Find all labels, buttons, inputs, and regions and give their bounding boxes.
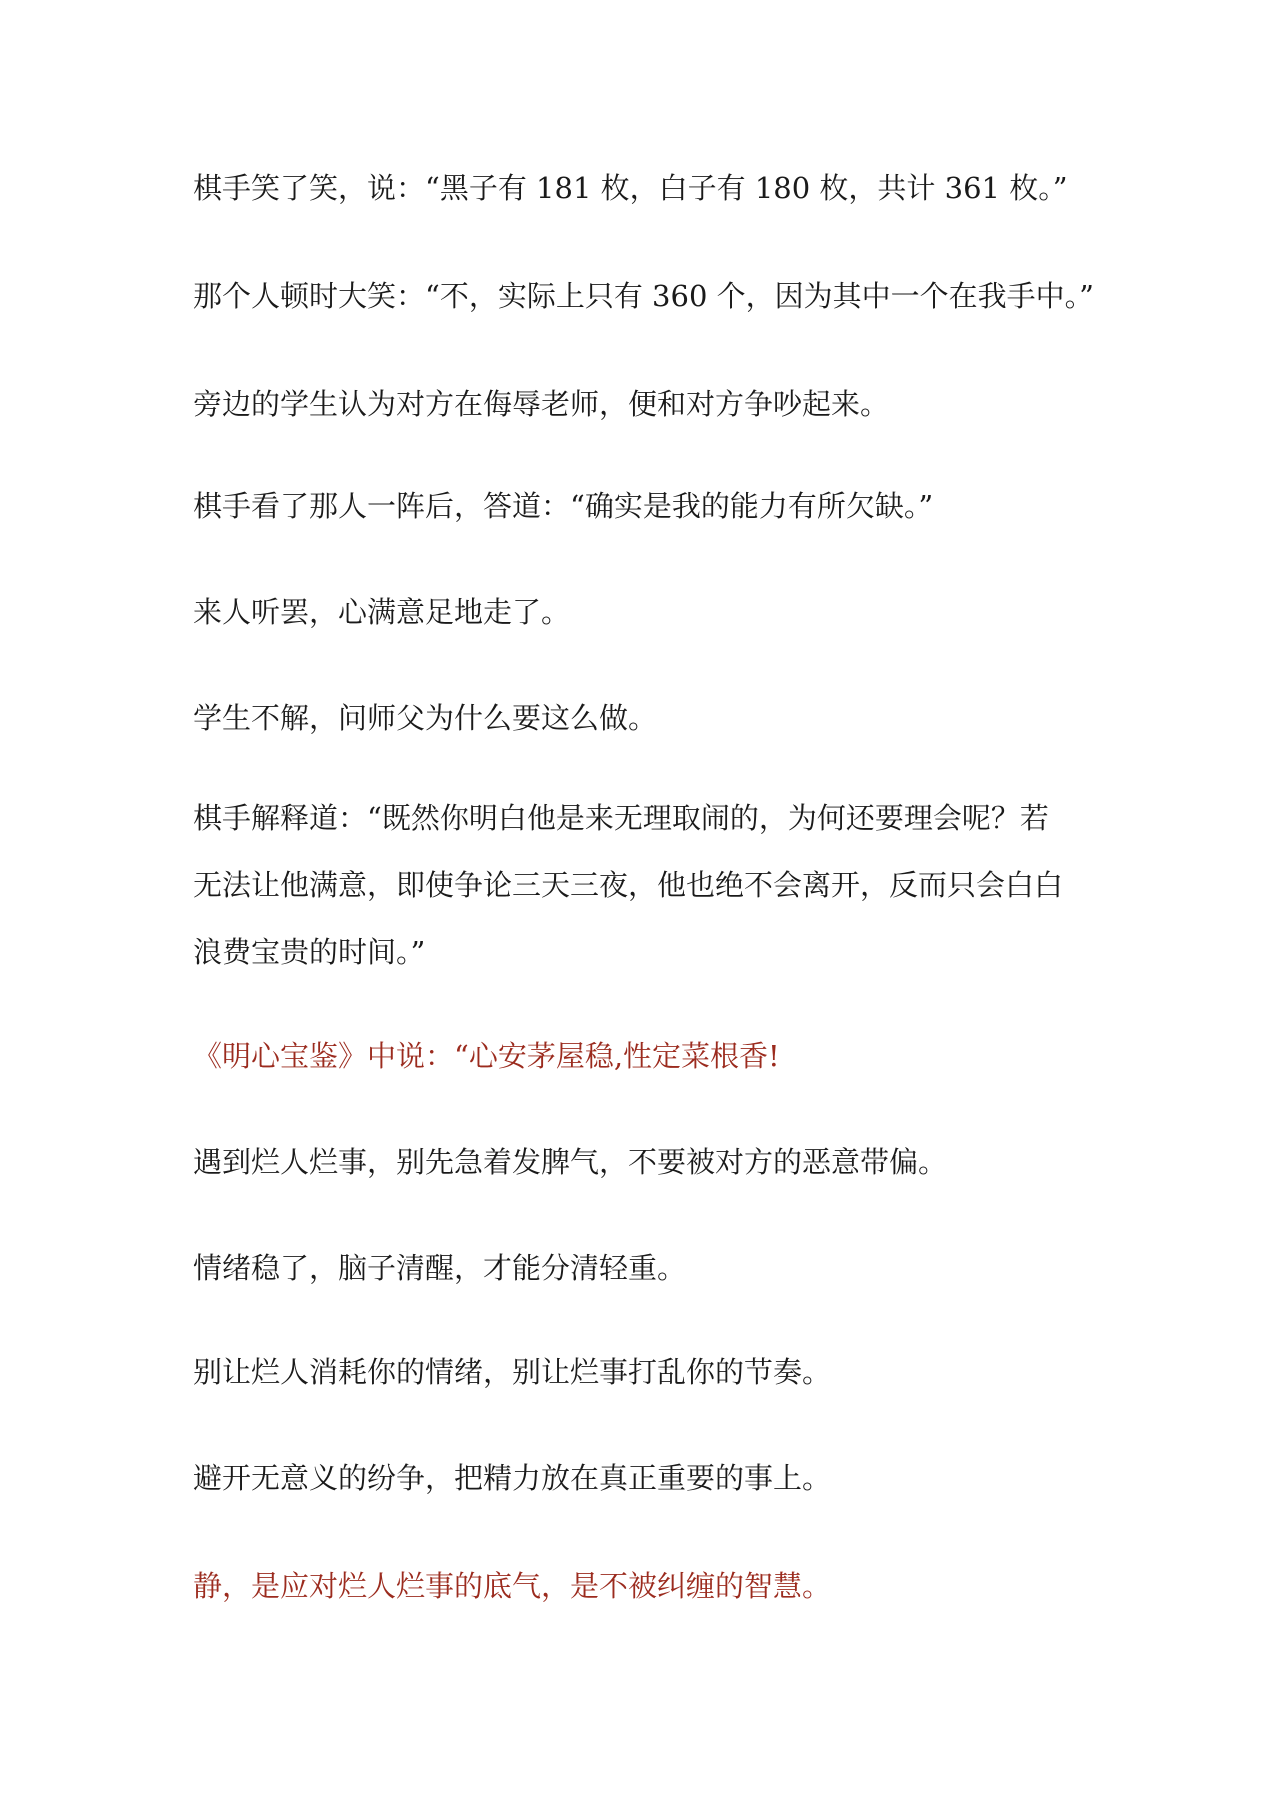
paragraph-question: 学生不解，问师父为什么要这么做。 bbox=[193, 701, 658, 735]
paragraph-reply: 棋手看了那人一阵后，答道：“确实是我的能力有所欠缺。” bbox=[193, 489, 934, 523]
paragraph-explanation-line: 棋手解释道：“既然你明白他是来无理取闹的，为何还要理会呢？若 bbox=[193, 801, 1049, 835]
paragraph-explanation bbox=[193, 785, 1093, 986]
paragraph-student-argue: 旁边的学生认为对方在侮辱老师，便和对方争吵起来。 bbox=[193, 387, 890, 421]
paragraph-avoid-disputes: 避开无意义的纷争，把精力放在真正重要的事上。 bbox=[193, 1461, 832, 1495]
paragraph-stone-count: 棋手笑了笑，说：“黑子有 181 枚，白子有 180 枚，共计 361 枚。” bbox=[193, 171, 1068, 205]
paragraph-dont-lose-temper: 遇到烂人烂事，别先急着发脾气，不要被对方的恶意带偏。 bbox=[193, 1145, 948, 1179]
paragraph-dont-let: 别让烂人消耗你的情绪，别让烂事打乱你的节奏。 bbox=[193, 1355, 832, 1389]
closing-statement: 静，是应对烂人烂事的底气，是不被纠缠的智慧。 bbox=[193, 1569, 832, 1603]
paragraph-laugh: 那个人顿时大笑：“不，实际上只有 360 个，因为其中一个在我手中。” bbox=[193, 279, 1094, 313]
paragraph-explanation-line: 无法让他满意，即使争论三天三夜，他也绝不会离开，反而只会白白 bbox=[193, 868, 1064, 902]
paragraph-stay-calm: 情绪稳了，脑子清醒，才能分清轻重。 bbox=[193, 1251, 687, 1285]
quote-mingxin-baojian: 《明心宝鉴》中说：“心安茅屋稳,性定菜根香! bbox=[193, 1039, 780, 1073]
paragraph-explanation-line: 浪费宝贵的时间。” bbox=[193, 935, 426, 969]
paragraph-leave: 来人听罢，心满意足地走了。 bbox=[193, 595, 571, 629]
